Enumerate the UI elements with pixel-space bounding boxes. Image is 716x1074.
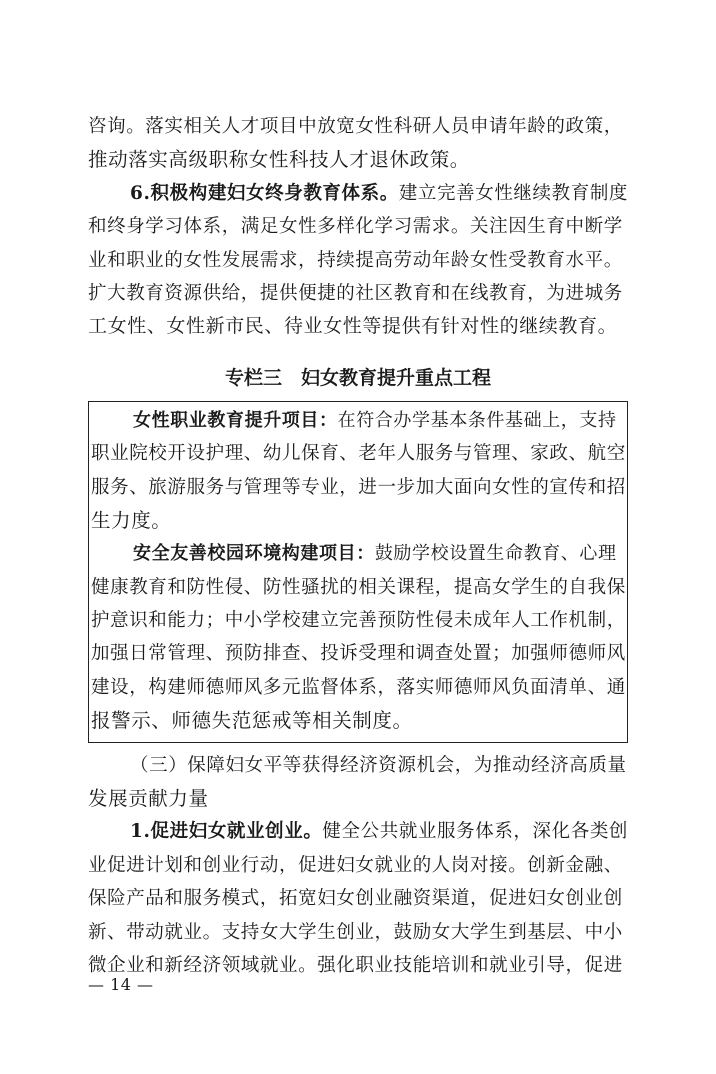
text-line: 业和职业的女性发展需求，持续提高劳动年龄女性受教育水平。 bbox=[88, 249, 623, 271]
text-line: 护意识和能力；中小学校建立完善预防性侵未成年人工作机制， bbox=[91, 610, 626, 632]
item-1-heading: 1.促进妇女就业创业。 bbox=[130, 821, 323, 843]
section-3-heading-cont: 发展贡献力量 bbox=[88, 787, 209, 811]
text-line: 推动落实高级职称女性科技人才退休政策。 bbox=[88, 148, 470, 172]
text-line: 建设，构建师德师风多元监督体系，落实师德师风负面清单、通 bbox=[91, 676, 626, 698]
project-2-text: 鼓励学校设置生命教育、心理 bbox=[374, 543, 617, 565]
text-line: 报警示、师德失范惩戒等相关制度。 bbox=[91, 709, 413, 733]
text-line: 保险产品和服务模式，拓宽妇女创业融资渠道，促进妇女创业创 bbox=[88, 888, 623, 910]
item-1-text: 健全公共就业服务体系，深化各类创 bbox=[322, 821, 629, 843]
text-line: 加强日常管理、预防排查、投诉受理和调查处置；加强师德师风 bbox=[91, 643, 626, 665]
text-line: 咨询。落实相关人才项目中放宽女性科研人员申请年龄的政策， bbox=[88, 116, 623, 137]
project-2-first-line bbox=[89, 537, 627, 570]
text-line: 职业院校开设护理、幼儿保育、老年人服务与管理、家政、航空 bbox=[91, 443, 626, 465]
project-1-text: 在符合办学基本条件基础上，支持 bbox=[337, 409, 617, 431]
text-line: 新、带动就业。支持女大学生创业，鼓励女大学生到基层、中小 bbox=[88, 921, 623, 943]
text-line: 业促进计划和创业行动，促进妇女就业的人岗对接。创新金融、 bbox=[88, 854, 623, 876]
text-line: 扩大教育资源供给，提供便捷的社区教育和在线教育，为进城务 bbox=[88, 282, 623, 304]
column-title: 专栏三 妇女教育提升重点工程 bbox=[224, 366, 491, 389]
column-box bbox=[88, 401, 628, 743]
page-number: — 14 — bbox=[88, 975, 154, 994]
item-6-first-line bbox=[88, 177, 628, 210]
text-line: 健康教育和防性侵、防性骚扰的相关课程，提高女学生的自我保 bbox=[91, 576, 626, 598]
project-1-heading: 女性职业教育提升项目： bbox=[133, 409, 338, 431]
text-line: 微企业和新经济领域就业。强化职业技能培训和就业引导，促进 bbox=[88, 954, 623, 976]
project-2-heading: 安全友善校园环境构建项目： bbox=[133, 543, 375, 565]
section-3-heading: （三）保障妇女平等获得经济资源机会，为推动经济高质量 bbox=[130, 754, 627, 776]
item-6-text: 建立完善女性继续教育制度 bbox=[398, 182, 629, 204]
text-line: 服务、旅游服务与管理等专业，进一步加大面向女性的宣传和招 bbox=[91, 476, 626, 498]
text-line: 生力度。 bbox=[91, 508, 172, 532]
project-1-first-line bbox=[89, 404, 627, 437]
item-1-first-line bbox=[88, 815, 628, 848]
document-page bbox=[88, 110, 628, 982]
text-line: 工女性、女性新市民、待业女性等提供有针对性的继续教育。 bbox=[88, 315, 618, 338]
item-6-heading: 6.积极构建妇女终身教育体系。 bbox=[130, 182, 399, 204]
text-line: 和终身学习体系，满足女性多样化学习需求。关注因生育中断学 bbox=[88, 216, 623, 238]
